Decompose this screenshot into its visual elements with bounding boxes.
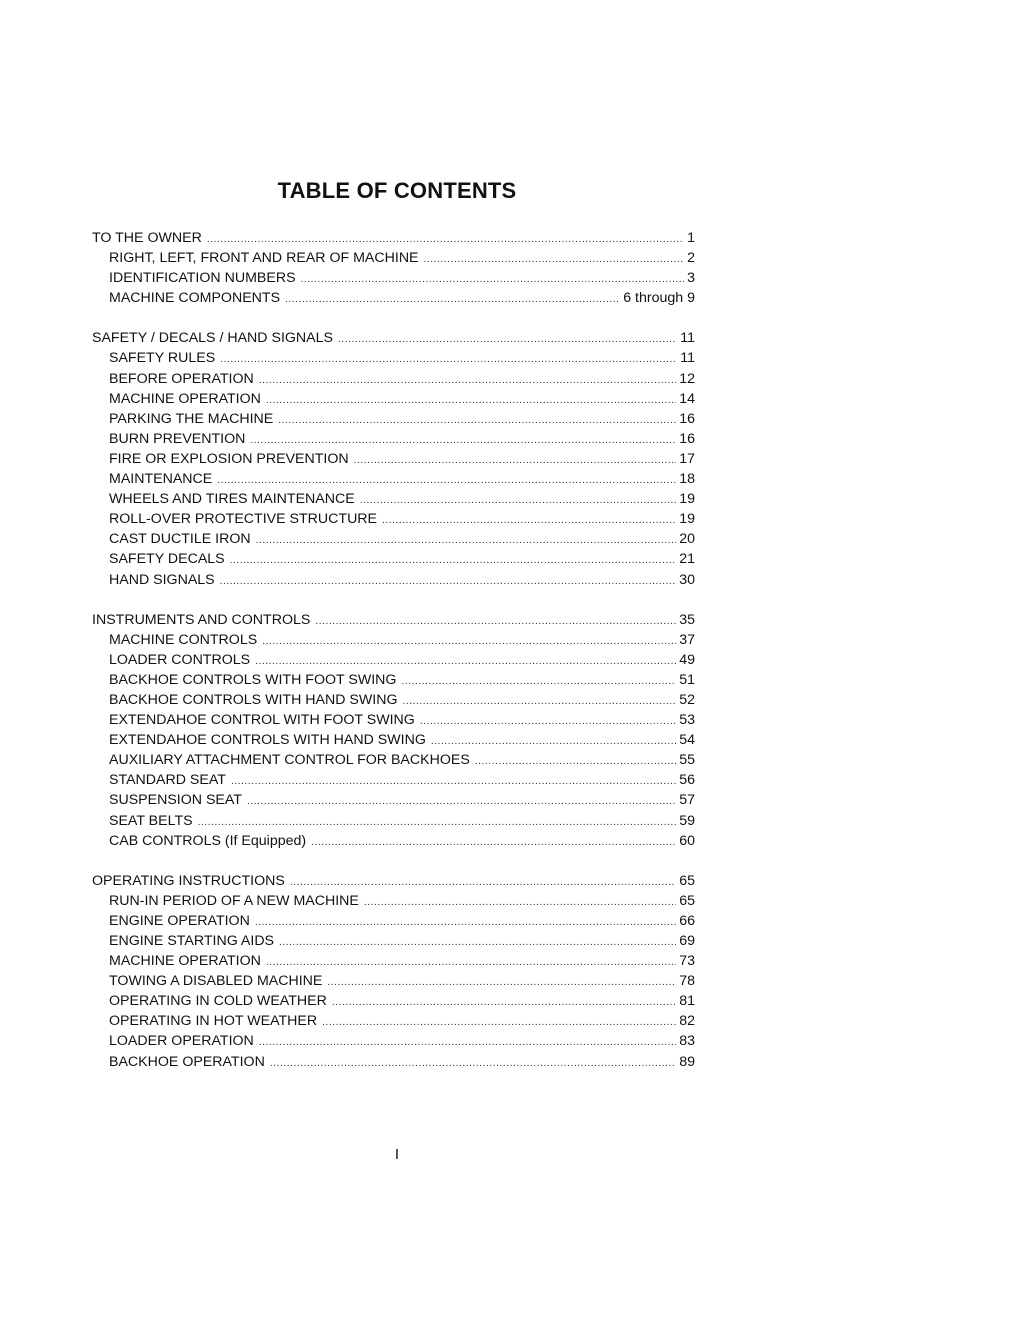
toc-entry-label: LOADER OPERATION — [109, 1033, 254, 1050]
toc-entry[interactable] — [92, 770, 695, 790]
toc-entry-page: 3 — [687, 270, 695, 287]
toc-section-heading-label: INSTRUMENTS AND CONTROLS — [92, 611, 311, 628]
toc-entry[interactable] — [92, 288, 695, 308]
toc-entry-page: 73 — [679, 953, 695, 970]
toc-entry-page: 54 — [679, 732, 695, 749]
toc-section-heading[interactable] — [92, 610, 695, 630]
dot-leader — [270, 1057, 676, 1071]
dot-leader — [311, 836, 676, 850]
dot-leader — [475, 755, 676, 769]
toc-section — [92, 610, 695, 851]
dot-leader — [322, 1016, 676, 1030]
toc-entry[interactable] — [92, 348, 695, 368]
toc-section-heading-page: 65 — [679, 872, 695, 889]
toc-entry[interactable] — [92, 750, 695, 770]
dot-leader — [220, 353, 677, 367]
dot-leader — [207, 233, 684, 247]
dot-leader — [278, 414, 676, 428]
toc-entry[interactable] — [92, 1031, 695, 1051]
toc-entry-page: 57 — [679, 792, 695, 809]
toc-entry[interactable] — [92, 469, 695, 489]
toc-section-heading-page: 35 — [679, 611, 695, 628]
toc-entry-label: MACHINE COMPONENTS — [109, 290, 281, 307]
toc-entry[interactable] — [92, 409, 695, 429]
toc-entry-page: 65 — [679, 892, 695, 909]
dot-leader — [255, 655, 676, 669]
dot-leader — [217, 474, 676, 488]
toc-entry-label: OPERATING IN HOT WEATHER — [109, 1013, 318, 1030]
toc-entry[interactable] — [92, 248, 695, 268]
dot-leader — [262, 635, 676, 649]
toc-entry-page: 51 — [679, 671, 695, 688]
toc-entry[interactable] — [92, 891, 695, 911]
toc-entry[interactable] — [92, 369, 695, 389]
toc-entry[interactable] — [92, 630, 695, 650]
toc-entry[interactable] — [92, 509, 695, 529]
toc-entry[interactable] — [92, 650, 695, 670]
dot-leader — [315, 615, 676, 629]
dot-leader — [220, 575, 677, 589]
toc-entry[interactable] — [92, 489, 695, 509]
toc-entry-label: RIGHT, LEFT, FRONT AND REAR OF MACHINE — [109, 250, 419, 267]
dot-leader — [231, 775, 676, 789]
toc-entry[interactable] — [92, 1011, 695, 1031]
dot-leader — [250, 434, 676, 448]
toc-entry-page: 69 — [679, 933, 695, 949]
toc-entry[interactable] — [92, 449, 695, 469]
toc-section-heading[interactable] — [92, 328, 695, 348]
toc-entry-label: FIRE OR EXPLOSION PREVENTION — [109, 450, 349, 467]
toc-entry-label: EXTENDAHOE CONTROLS WITH HAND SWING — [109, 732, 426, 749]
toc-entry-page: 56 — [679, 772, 695, 789]
dot-leader — [424, 253, 685, 267]
toc-section-heading-label: TO THE OWNER — [92, 230, 202, 246]
dot-leader — [382, 514, 676, 528]
toc-entry[interactable] — [92, 529, 695, 549]
toc-entry-label: SAFETY RULES — [109, 350, 216, 367]
toc-entry[interactable] — [92, 790, 695, 810]
toc-entry[interactable] — [92, 570, 695, 590]
toc-entry-label: ROLL-OVER PROTECTIVE STRUCTURE — [109, 511, 378, 528]
toc-entry-label: CAST DUCTILE IRON — [109, 531, 251, 548]
dot-leader — [332, 996, 676, 1010]
toc-entry-label: RUN-IN PERIOD OF A NEW MACHINE — [109, 892, 359, 909]
toc-entry-page: 6 through 9 — [623, 290, 695, 307]
toc-entry-label: BACKHOE CONTROLS WITH HAND SWING — [109, 691, 398, 708]
toc-entry[interactable] — [92, 911, 695, 931]
dot-leader — [354, 454, 677, 468]
toc-entry-label: ENGINE STARTING AIDS — [109, 933, 275, 949]
toc-entry-page: 81 — [679, 993, 695, 1010]
toc-entry[interactable] — [92, 690, 695, 710]
dot-leader — [403, 695, 677, 709]
toc-entry[interactable] — [92, 991, 695, 1011]
toc-entry[interactable] — [92, 710, 695, 730]
toc-section-heading-page: 1 — [687, 230, 695, 246]
toc-entry[interactable] — [92, 931, 695, 951]
toc-entry-label: HAND SIGNALS — [109, 571, 215, 588]
dot-leader — [338, 333, 677, 347]
dot-leader — [285, 293, 620, 307]
toc-entry-label: SAFETY DECALS — [109, 551, 225, 568]
toc-entry[interactable] — [92, 429, 695, 449]
dot-leader — [255, 916, 676, 930]
toc-entry-page: 49 — [679, 651, 695, 668]
toc-entry[interactable] — [92, 951, 695, 971]
dot-leader — [266, 394, 676, 408]
dot-leader — [259, 374, 676, 388]
dot-leader — [431, 735, 676, 749]
toc-entry[interactable] — [92, 811, 695, 831]
toc-entry-label: SEAT BELTS — [109, 812, 193, 829]
toc-entry-page: 59 — [679, 812, 695, 829]
toc-entry-page: 16 — [679, 430, 695, 447]
toc-entry[interactable] — [92, 971, 695, 991]
toc-section-heading-label: SAFETY / DECALS / HAND SIGNALS — [92, 330, 333, 347]
toc-entry-label: MACHINE OPERATION — [109, 953, 261, 970]
toc-entry-page: 60 — [679, 832, 695, 849]
toc-entry-label: BURN PREVENTION — [109, 430, 246, 447]
toc-entry[interactable] — [92, 730, 695, 750]
toc-section — [92, 871, 695, 1072]
dot-leader — [279, 936, 676, 950]
dot-leader — [401, 675, 676, 689]
toc-entry[interactable] — [92, 831, 695, 851]
toc-entry-page: 66 — [679, 912, 695, 929]
toc-entry-label: OPERATING IN COLD WEATHER — [109, 993, 327, 1010]
dot-leader — [420, 715, 676, 729]
toc-entry[interactable] — [92, 268, 695, 288]
toc-section — [92, 328, 695, 589]
dot-leader — [290, 876, 676, 890]
toc-entry-label: BEFORE OPERATION — [109, 370, 254, 387]
toc-entry-page: 82 — [679, 1013, 695, 1030]
toc-entry-label: WHEELS AND TIRES MAINTENANCE — [109, 491, 355, 508]
table-of-contents — [92, 228, 695, 1092]
toc-entry-label: ENGINE OPERATION — [109, 912, 250, 929]
toc-entry-label: BACKHOE CONTROLS WITH FOOT SWING — [109, 671, 397, 688]
toc-entry[interactable] — [92, 670, 695, 690]
toc-section — [92, 228, 695, 308]
toc-entry-page: 53 — [679, 712, 695, 729]
toc-entry-label: IDENTIFICATION NUMBERS — [109, 270, 296, 287]
toc-entry-page: 16 — [679, 410, 695, 427]
toc-entry[interactable] — [92, 389, 695, 409]
toc-entry-label: STANDARD SEAT — [109, 772, 226, 789]
dot-leader — [259, 1036, 676, 1050]
toc-entry-page: 52 — [679, 691, 695, 708]
page-title: TABLE OF CONTENTS — [277, 178, 517, 203]
toc-entry-label: SUSPENSION SEAT — [109, 792, 242, 809]
toc-entry-page: 21 — [679, 551, 695, 568]
toc-section-heading-page: 11 — [680, 330, 695, 347]
toc-entry-page: 14 — [679, 390, 695, 407]
toc-section-heading[interactable] — [92, 228, 695, 248]
toc-entry-label: LOADER CONTROLS — [109, 651, 251, 668]
toc-entry-page: 30 — [679, 571, 695, 588]
toc-entry-page: 37 — [679, 631, 695, 648]
toc-entry-label: BACKHOE OPERATION — [109, 1053, 265, 1070]
toc-entry-label: MAINTENANCE — [109, 471, 213, 488]
toc-entry-page: 2 — [687, 250, 695, 267]
toc-entry-page: 11 — [680, 350, 695, 367]
dot-leader — [256, 534, 677, 548]
toc-entry-label: TOWING A DISABLED MACHINE — [109, 973, 323, 990]
toc-entry-page: 20 — [679, 531, 695, 548]
toc-entry-label: CAB CONTROLS (If Equipped) — [109, 832, 307, 849]
dot-leader — [266, 956, 676, 970]
dot-leader — [198, 816, 677, 830]
toc-entry-page: 19 — [679, 491, 695, 508]
toc-entry-page: 55 — [679, 752, 695, 769]
toc-entry-page: 89 — [679, 1053, 695, 1070]
toc-entry-page: 83 — [679, 1033, 695, 1050]
dot-leader — [327, 976, 676, 990]
toc-entry-label: MACHINE CONTROLS — [109, 631, 258, 648]
toc-entry-page: 18 — [679, 471, 695, 488]
dot-leader — [360, 494, 677, 508]
dot-leader — [247, 795, 676, 809]
dot-leader — [364, 896, 676, 910]
page-number: I — [394, 1146, 400, 1163]
toc-entry-label: PARKING THE MACHINE — [109, 410, 274, 427]
toc-section-heading-label: OPERATING INSTRUCTIONS — [92, 872, 285, 889]
toc-entry[interactable] — [92, 1052, 695, 1072]
dot-leader — [301, 273, 685, 287]
toc-entry-page: 78 — [679, 973, 695, 990]
dot-leader — [230, 554, 677, 568]
toc-entry-label: EXTENDAHOE CONTROL WITH FOOT SWING — [109, 712, 415, 729]
toc-entry-page: 19 — [679, 511, 695, 528]
toc-entry-page: 12 — [679, 370, 695, 387]
toc-entry[interactable] — [92, 549, 695, 569]
toc-entry-label: MACHINE OPERATION — [109, 390, 261, 407]
toc-section-heading[interactable] — [92, 871, 695, 891]
toc-entry-label: AUXILIARY ATTACHMENT CONTROL FOR BACKHOES — [109, 752, 470, 769]
toc-entry-page: 17 — [679, 450, 695, 467]
